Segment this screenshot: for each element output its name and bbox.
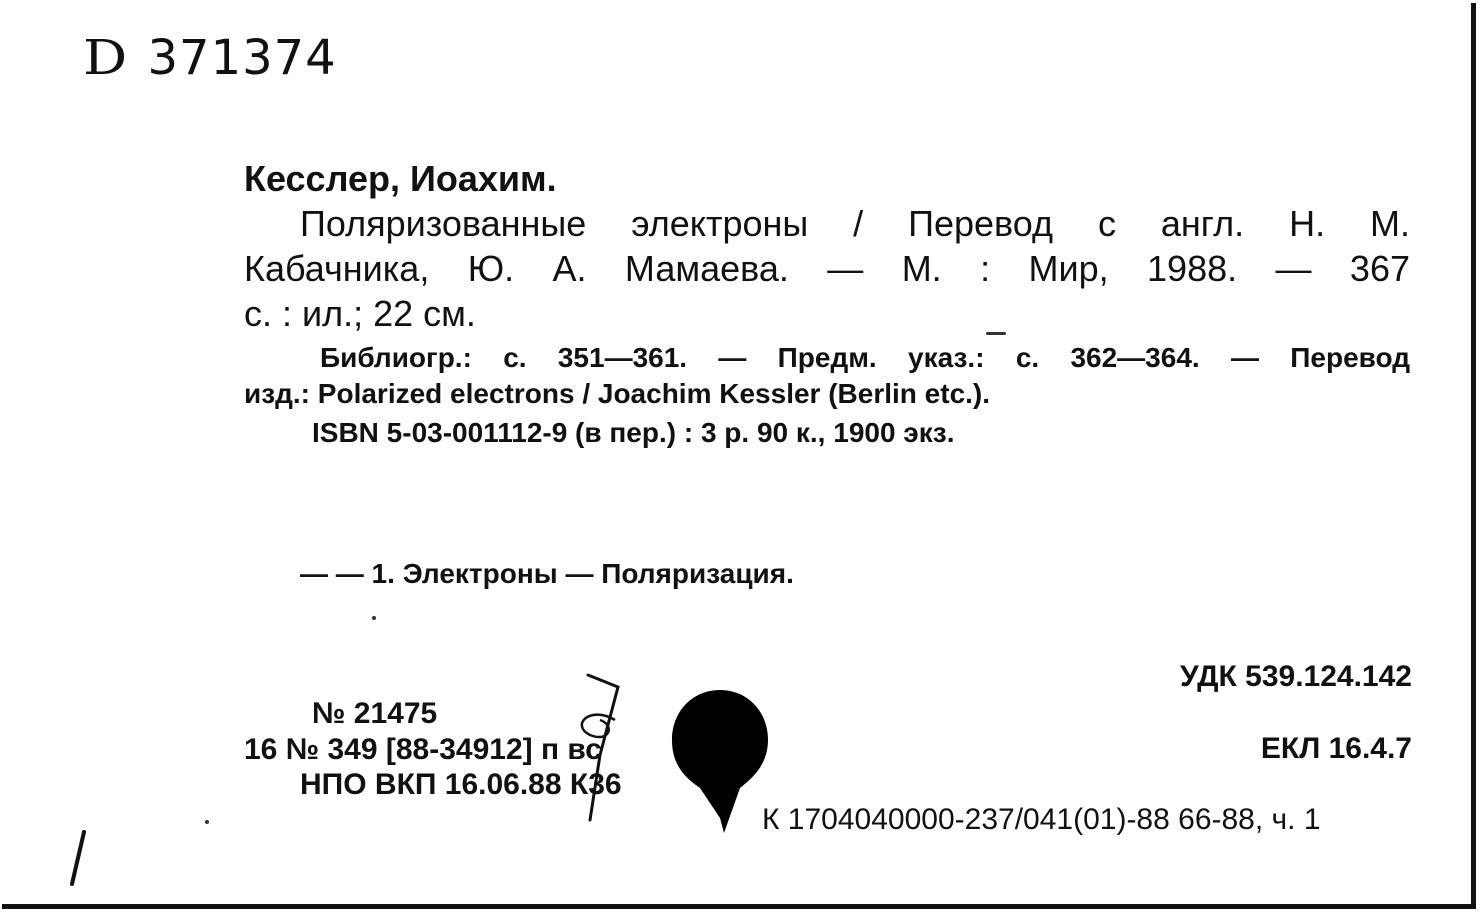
npo-line: НПО ВКП 16.06.88 К36 bbox=[300, 768, 622, 801]
speck-mark bbox=[205, 820, 209, 824]
speck-mark bbox=[372, 616, 376, 620]
title-line-1: Поляризованные электроны / Перевод с англ. Н. М. bbox=[300, 203, 1410, 244]
title-line-2: Кабачника, Ю. А. Мамаева. — М. : Мир, 1988. — 367 bbox=[244, 248, 1410, 289]
udk-code: УДК 539.124.142 bbox=[1180, 660, 1412, 693]
author-heading: Кесслер, Иоахим. bbox=[244, 158, 557, 199]
ekl-code: ЕКЛ 16.4.7 bbox=[1260, 732, 1412, 765]
subject-heading: — — 1. Электроны — Поляризация. bbox=[300, 558, 794, 589]
punch-stamp-icon bbox=[670, 688, 770, 838]
k-classification-line: К 1704040000-237/041(01)-88 66-88, ч. 1 bbox=[762, 803, 1321, 836]
isbn-line: ISBN 5-03-001112-9 (в пер.) : 3 р. 90 к., 1900 экз. bbox=[312, 417, 955, 448]
inventory-number: № 21475 bbox=[312, 697, 438, 730]
order-line: 16 № 349 [88-34912] п вс bbox=[244, 733, 602, 766]
call-number-value: 371374 bbox=[147, 30, 337, 86]
speck-mark bbox=[986, 332, 1006, 335]
bibliography-note-line-1: Библиогр.: с. 351—361. — Предм. указ.: с. 362—364. — Перевод bbox=[320, 342, 1410, 373]
call-mark: D bbox=[83, 30, 129, 86]
bibliography-note-line-2: изд.: Polarized electrons / Joachim Kessler (Berlin etc.). bbox=[244, 378, 991, 409]
margin-stroke-icon bbox=[62, 830, 92, 886]
call-number bbox=[83, 30, 337, 86]
title-line-3: с. : ил.; 22 см. bbox=[244, 293, 476, 334]
handwritten-mark-icon bbox=[560, 665, 640, 825]
